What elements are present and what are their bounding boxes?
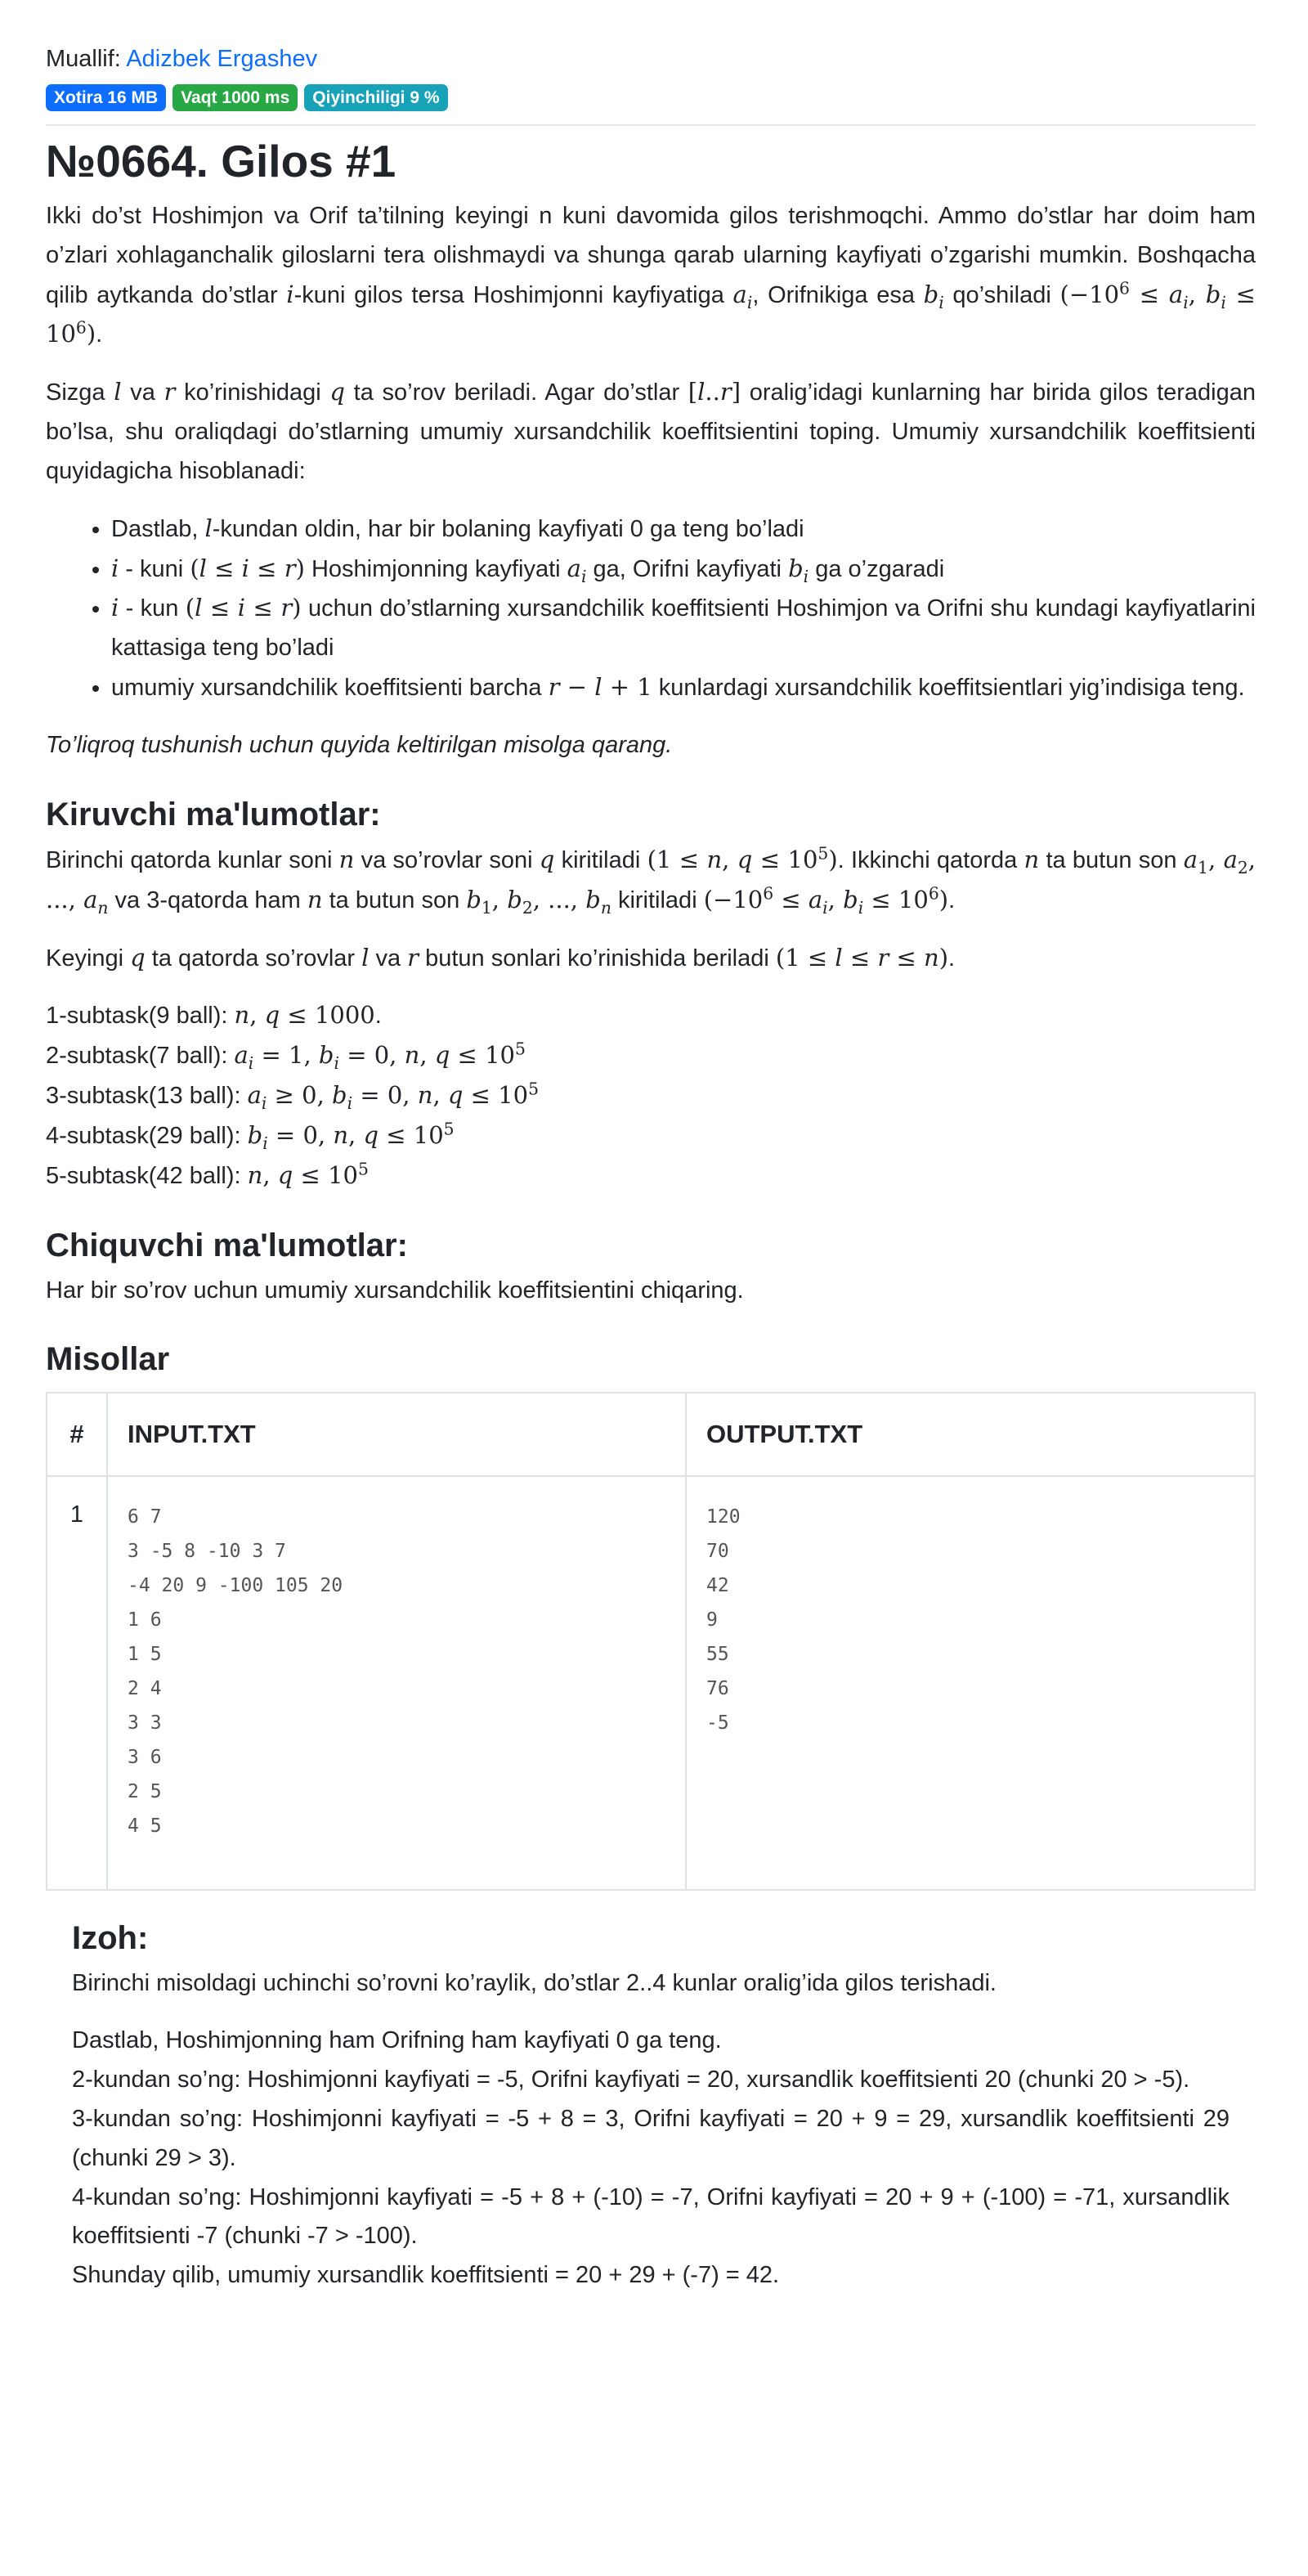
list-item: • i - kuni (l ≤ i ≤ r) Hoshimjonning kayfiyati $a_i$ ga, Orifni kayfiyati $b_i$ ga o’zgaradi <box>111 550 1256 590</box>
input-line: 3 3 <box>128 1712 162 1735</box>
input-line: 1 6 <box>128 1609 162 1631</box>
example-note: To’liqroq tushunish uchun quyida keltirilgan misolga qarang. <box>46 731 673 758</box>
subtask-item: 2-subtask(7 ball): $a_i = 1$, $b_i = 0$, n, $q \le 10^5$ <box>46 1039 526 1073</box>
input-paragraph-2: Keyingi q ta qatorda so’rovlar l va r butun sonlari ko’rinishida beriladi (1 ≤ l ≤ r ≤ n). <box>46 943 956 972</box>
problem-page <box>46 43 1256 2296</box>
explanation-step: Dastlab, Hoshimjonning ham Orifning ham kayfiyati 0 ga teng. <box>72 2027 722 2054</box>
limits-badges <box>46 84 1256 111</box>
input-line: 4 5 <box>128 1815 162 1838</box>
subtask-item: 1-subtask(9 ball): n, q ≤ 1000. <box>46 1001 382 1030</box>
input-line: 2 5 <box>128 1781 162 1803</box>
input-line: -4 20 9 -100 105 20 <box>128 1575 343 1597</box>
output-heading: Chiquvchi ma'lumotlar: <box>46 1227 408 1263</box>
list-item: • i - kun (l ≤ i ≤ r) uchun do’stlarning xursandchilik koeffitsienti Hoshimjon va Orifni shu kundagi kayfiyatlarini kattasiga teng bo’ladi <box>111 589 1256 668</box>
subtasks-list <box>46 996 1256 1196</box>
author-label: Muallif: <box>46 46 121 72</box>
subtask-item: 4-subtask(29 ball): $b_i = 0$, n, $q \le 10^5$ <box>46 1119 455 1153</box>
list-item: • Dastlab, l-kundan oldin, har bir bolaning kayfiyati 0 ga teng bo’ladi <box>111 509 1256 550</box>
column-header-input: INPUT.TXT <box>107 1393 686 1476</box>
statement-paragraph-2: Sizga l va r ko’rinishidagi q ta so’rov beriladi. Agar do’stlar [l..r] oralig’idagi kunlarning har birida gilos teradigan bo’lsa, shu oraliqdagi do’stlarning umumiy xursandchilik koeffitsientini toping. Umumiy xursandchilik koeffitsienti quyidagicha hisoblanadi: <box>46 378 1256 484</box>
statement-paragraph-1: Ikki do’st Hoshimjon va Orif ta’tilning keyingi n kuni davomida gilos terishmoqchi. Ammo do’stlar har doim ham o’zlari xohlaganchalik giloslarni tera olishmaydi va shunga qarab ularning kayfiyati o’zgarishi mumkin. Boshqacha qilib aytkanda do’stlar i-kuni gilos tersa Hoshimjonni kayfiyatiga $a_i$, Orifnikiga esa $b_i$ qo’shiladi ($-10^6 \le a_i$, $b_i \le 10^6$). <box>46 202 1256 348</box>
column-header-output: OUTPUT.TXT <box>686 1393 1255 1476</box>
explanation-step: 4-kundan so’ng: Hoshimjonni kayfiyati = -5 + 8 + (-10) = -7, Orifni kayfiyati = 20 + 9 + (-100) = -71, xursandlik koeffitsienti -7 (chunki -7 > -100). <box>72 2183 1230 2250</box>
example-output <box>686 1476 1255 1890</box>
column-header-number: # <box>47 1393 107 1476</box>
input-line: 3 -5 8 -10 3 7 <box>128 1541 286 1563</box>
memory-badge: Xotira 16 MB <box>46 84 166 111</box>
input-paragraph-1: Birinchi qatorda kunlar soni n va so’rovlar soni q kiritiladi (1 ≤ n, $q \le 10^5$). Ikkinchi qatorda n ta butun son $a_1$, $a_2$, ..., $a_n$ va 3-qatorda ham n ta butun son $b_1$, $b_2$, ..., $b_n$ kiritiladi ($-10^6 \le a_i$, $b_i \le 10^6$). <box>46 843 1256 918</box>
subtask-item: 3-subtask(13 ball): $a_i \ge 0$, $b_i = 0$, n, $q \le 10^5$ <box>46 1079 539 1113</box>
output-line: 76 <box>706 1678 729 1700</box>
input-line: 6 7 <box>128 1506 162 1528</box>
output-line: -5 <box>706 1712 729 1735</box>
author-line <box>46 43 1256 76</box>
rules-list <box>46 509 1256 708</box>
explanation-step: 3-kundan so’ng: Hoshimjonni kayfiyati = -5 + 8 = 3, Orifni kayfiyati = 20 + 9 = 29, xursandlik koeffitsienti 29 (chunki 29 > 3). <box>72 2105 1230 2171</box>
input-line: 2 4 <box>128 1678 162 1700</box>
explanation-steps <box>72 2022 1230 2296</box>
explanation-heading: Izoh: <box>72 1920 149 1957</box>
output-description: Har bir so’rov uchun umumiy xursandchilik koeffitsientini chiqaring. <box>46 1277 744 1304</box>
author-link[interactable]: Adizbek Ergashev <box>126 46 318 72</box>
time-badge: Vaqt 1000 ms <box>172 84 298 111</box>
explanation-step: Shunday qilib, umumiy xursandlik koeffitsienti = 20 + 29 + (-7) = 42. <box>72 2262 780 2289</box>
explanation-paragraph: Birinchi misoldagi uchinchi so’rovni ko’raylik, do’stlar 2..4 kunlar oralig’ida gilos terishadi. <box>72 1970 997 1997</box>
header-divider <box>46 124 1256 126</box>
explanation-section <box>46 1919 1256 2296</box>
input-line: 1 5 <box>128 1644 162 1666</box>
subtask-item: 5-subtask(42 ball): n, $q \le 10^5$ <box>46 1159 369 1189</box>
examples-heading: Misollar <box>46 1341 170 1378</box>
output-line: 70 <box>706 1541 729 1563</box>
output-line: 42 <box>706 1575 729 1597</box>
output-line: 120 <box>706 1506 741 1528</box>
list-item: • umumiy xursandchilik koeffitsienti barcha r − l + 1 kunlardagi xursandchilik koeffitsientlari yig’indisiga teng. <box>111 668 1256 708</box>
input-line: 3 6 <box>128 1747 162 1769</box>
example-input <box>107 1476 686 1890</box>
output-line: 9 <box>706 1609 718 1631</box>
examples-table <box>46 1392 1256 1891</box>
page-title: №0664. Gilos #1 <box>46 135 396 186</box>
input-heading: Kiruvchi ma'lumotlar: <box>46 796 381 832</box>
example-number: 1 <box>47 1476 107 1890</box>
explanation-step: 2-kundan so’ng: Hoshimjonni kayfiyati = -5, Orifni kayfiyati = 20, xursandlik koeffitsienti 20 (chunki 20 > -5). <box>72 2067 1190 2094</box>
output-line: 55 <box>706 1644 729 1666</box>
difficulty-badge: Qiyinchiligi 9 % <box>304 84 447 111</box>
table-row <box>47 1476 1255 1890</box>
